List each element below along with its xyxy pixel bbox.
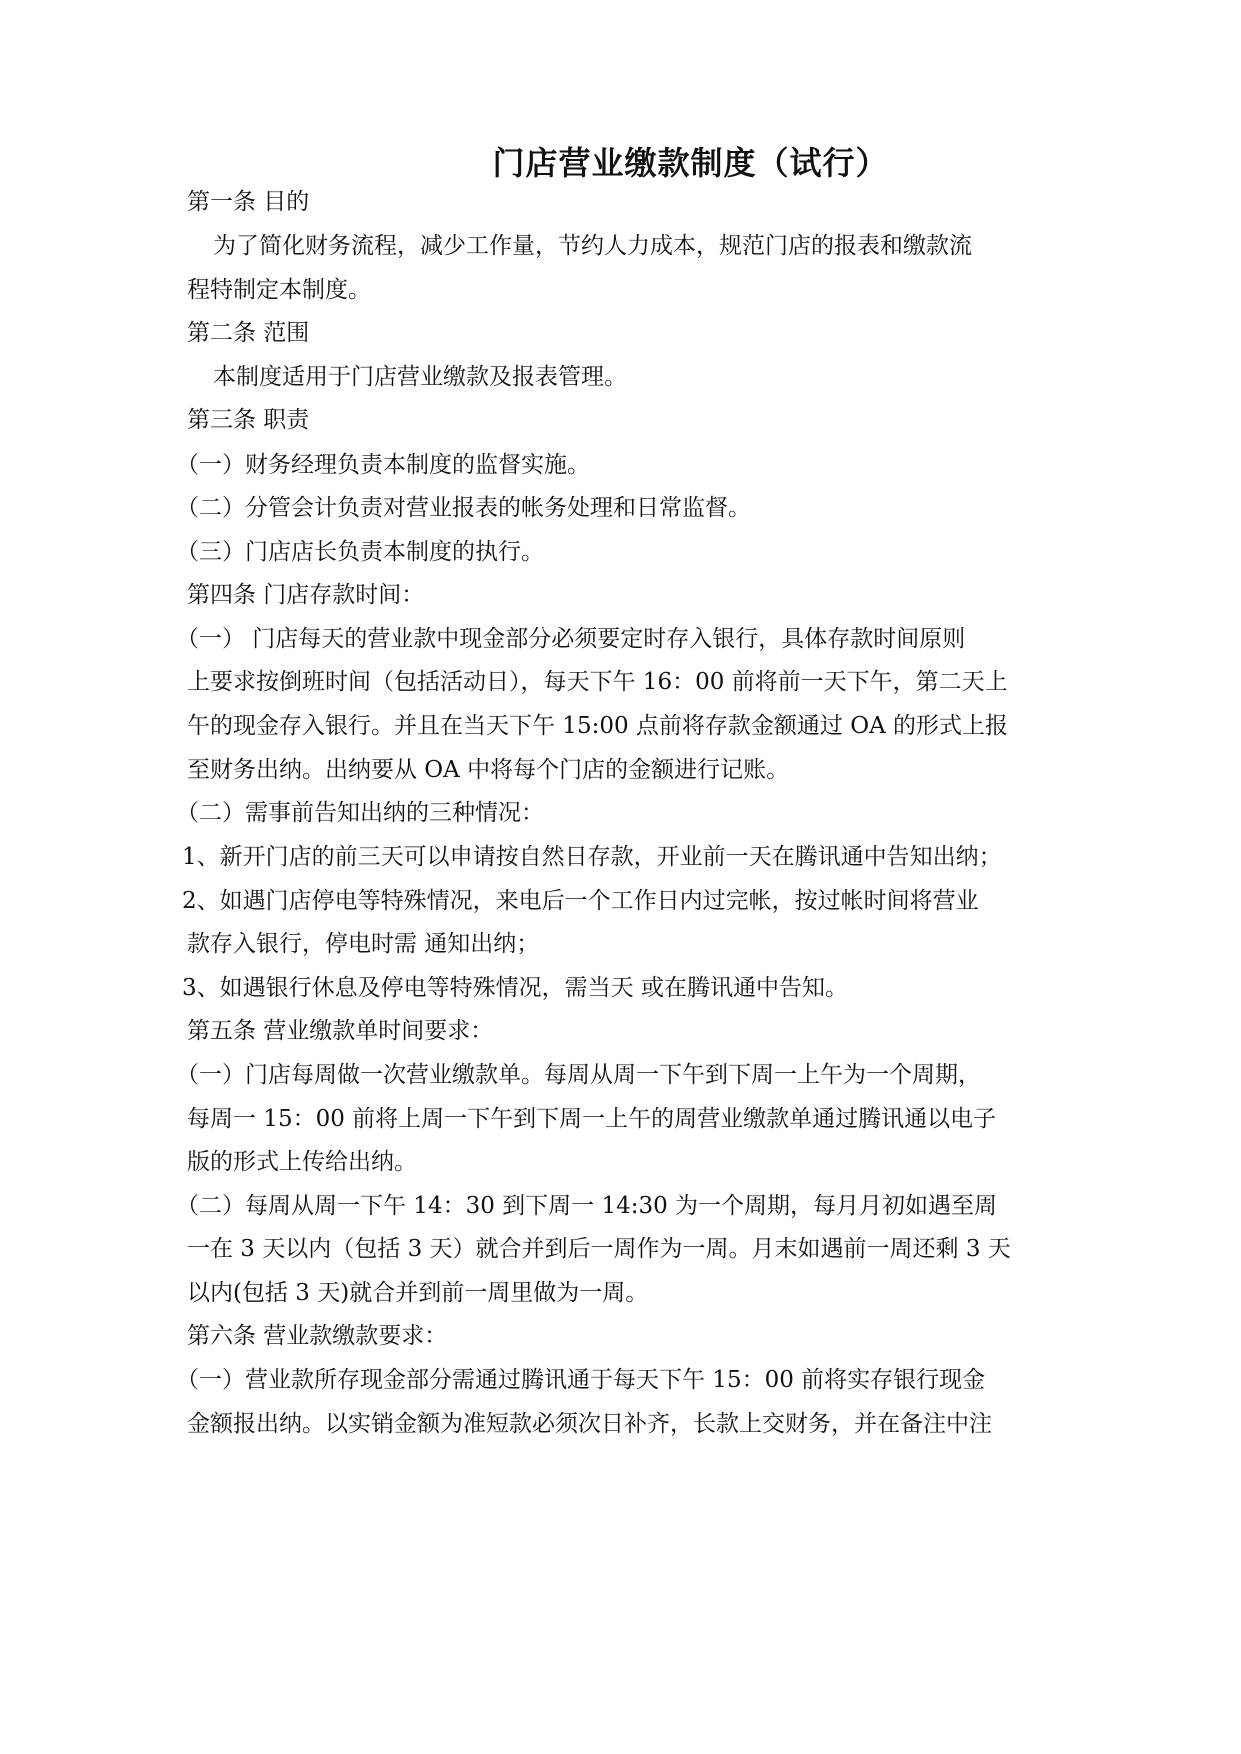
paragraph-line: 金额报出纳。以实销金额为准短款必须次日补齐，长款上交财务，并在备注中注 <box>187 1411 992 1437</box>
paragraph-line: 本制度适用于门店营业缴款及报表管理。 <box>213 364 627 390</box>
paragraph-line: （二）每周从周一下午 14：30 到下周一 14:30 为一个周期，每月月初如遇至周 <box>176 1193 998 1219</box>
paragraph-line: 程特制定本制度。 <box>187 277 371 303</box>
list-item: 2、如遇门店停电等特殊情况，来电后一个工作日内过完帐，按过帐时间将营业 <box>182 888 979 914</box>
paragraph-line: 午的现金存入银行。并且在当天下午 15:00 点前将存款金额通过 OA 的形式上报 <box>187 713 1008 739</box>
document-title: 门店营业缴款制度（试行） <box>492 144 889 182</box>
paragraph-line: 上要求按倒班时间（包括活动日），每天下午 16：00 前将前一天下午，第二天上 <box>187 669 1008 695</box>
list-item: （三）门店店长负责本制度的执行。 <box>176 539 544 565</box>
paragraph-line: （一）营业款所存现金部分需通过腾讯通于每天下午 15：00 前将实存银行现金 <box>176 1367 986 1393</box>
paragraph-line: 至财务出纳。出纳要从 OA 中将每个门店的金额进行记账。 <box>187 757 790 783</box>
list-item: （一）财务经理负责本制度的监督实施。 <box>176 452 590 478</box>
article-6-heading: 第六条 营业款缴款要求： <box>187 1323 448 1349</box>
paragraph-line: 以内(包括 3 天)就合并到前一周里做为一周。 <box>187 1280 649 1306</box>
list-item: 1、新开门店的前三天可以申请按自然日存款，开业前一天在腾讯通中告知出纳； <box>182 844 1002 870</box>
list-item: （二）需事前告知出纳的三种情况： <box>176 800 544 826</box>
article-1-heading: 第一条 目的 <box>187 189 310 215</box>
paragraph-line: 款存入银行，停电时需 通知出纳； <box>187 931 540 957</box>
article-2-heading: 第二条 范围 <box>187 320 310 346</box>
paragraph-line: （一）门店每周做一次营业缴款单。每周从周一下午到下周一上午为一个周期， <box>176 1062 981 1088</box>
list-item: 3、如遇银行休息及停电等特殊情况，需当天 或在腾讯通中告知。 <box>182 975 848 1001</box>
list-item: （二）分管会计负责对营业报表的帐务处理和日常监督。 <box>176 495 751 521</box>
paragraph-line: 每周一 15：00 前将上周一下午到下周一上午的周营业缴款单通过腾讯通以电子 <box>187 1106 997 1132</box>
paragraph-line: 为了简化财务流程，减少工作量，节约人力成本，规范门店的报表和缴款流 <box>213 233 972 259</box>
article-4-heading: 第四条 门店存款时间： <box>187 582 425 608</box>
paragraph-line: 版的形式上传给出纳。 <box>187 1149 417 1175</box>
paragraph-line: （一） 门店每天的营业款中现金部分必须要定时存入银行，具体存款时间原则 <box>176 626 966 652</box>
article-5-heading: 第五条 营业缴款单时间要求： <box>187 1018 494 1044</box>
article-3-heading: 第三条 职责 <box>187 407 310 433</box>
paragraph-line: 一在 3 天以内（包括 3 天）就合并到后一周作为一周。月末如遇前一周还剩 3 天 <box>187 1236 1011 1262</box>
